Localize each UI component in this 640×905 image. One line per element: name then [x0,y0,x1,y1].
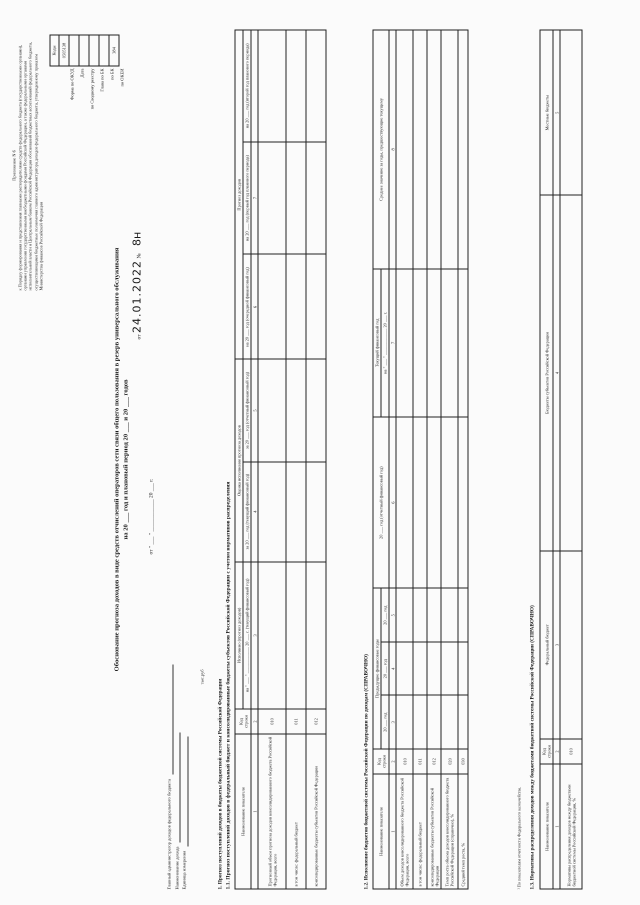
form-date-line: от " ___ " ____________ 20 ___ г. [148,478,155,555]
cell[interactable] [396,30,413,269]
th2-reported: 20 ___ год (отчетный финансовый год) [373,417,389,589]
order-date: 24.01.2022 [130,260,144,334]
row-total-label: Прогнозный объем прогноза доходов консолидированного бюджета Российской Федерации, всего [258,734,286,889]
field-name-label: Наименование дохода [174,846,180,890]
cell[interactable] [413,417,427,589]
field-unit-line [187,737,188,847]
cell[interactable] [427,696,441,750]
rotated-form-sheet [6,5,636,900]
table-execution [373,30,469,890]
table-distribution [540,30,583,890]
cell[interactable] [458,696,468,750]
appendix-reference [12,41,44,291]
row-federal-code: 011 [286,709,306,734]
code-label-okei: по ОКЕИ [119,68,125,87]
code-label-bk: по БК [109,68,115,80]
colnum3-1: 1 [553,764,560,889]
th-executed: Исполнено (прогноз доходов) [235,562,243,709]
row3-norm-code: 010 [560,739,582,764]
colnum3-3: 3 [553,551,560,739]
colnum-3: 3 [251,562,258,709]
code-label-chapter: Глава по БК [99,68,105,92]
cell[interactable] [286,142,306,255]
order-date-line [132,140,145,340]
colnum3-5: 5 [553,30,560,195]
th-estimate-reported: за 20 ___ год (отчетный финансовый год) [243,359,251,461]
th2-name: Наименование показателя [373,774,389,889]
cell[interactable] [427,30,441,269]
row2-growth-code: 020 [441,749,458,774]
row-regional-label: консолидированные бюджеты субъектов Российской Федерации [306,734,326,889]
code-value-okud: 0505138 [59,35,69,66]
th-estimate: Оценка исполнения прогноза доходов [235,359,243,561]
cell[interactable] [458,30,468,269]
cell[interactable] [396,589,413,643]
field-unit-label: Единица измерения [181,850,187,890]
number-prefix: № [136,253,143,259]
colnum2-3: 3 [389,696,396,750]
colnum-4: 4 [251,462,258,562]
cell[interactable] [286,359,306,461]
th2-y1: 20 ___ год [381,696,389,750]
cell[interactable] [560,551,582,739]
th-forecast-3: на 20 ___ год (второй год планового периода) [243,30,251,142]
codes-labels [68,69,129,139]
th-forecast: Прогноз доходов [235,30,243,359]
row2-total-label: Объем доходов консолидированного бюджета Российской Федерации, всего [396,774,413,889]
cell[interactable] [441,696,458,750]
colnum-extra [251,30,258,142]
cell[interactable] [396,696,413,750]
code-label-okud: Форма по ОКУД [69,68,75,101]
cell[interactable] [258,255,286,360]
cell[interactable] [441,589,458,643]
th2-prev: Предыдущие финансовые годы [373,589,381,750]
cell[interactable] [286,30,306,142]
colnum2-2: 2 [389,749,396,774]
th3-regional: Бюджеты субъектов Российской Федерации [540,195,553,550]
cell[interactable] [306,30,326,142]
appendix-text: к Порядку формирования и представления главными распорядителями средств федерального бюджета (государственными органами), органами управления государственными внебюджетными фондами Российской Федерации, а также федеральными органами исполнительной власти и Центральным банком Российской Федерации обоснований бюджетных ассигнований федерального бюджета, осуществляющими бюджетные полномочия главного администратора доходов федерального бюджета, утвержденному приказом Министерства финансов Российской Федерации [17,42,44,291]
th-forecast-2: на 20 ___ год (первый год планового периода) [243,142,251,255]
cell[interactable] [560,195,582,550]
cell[interactable] [413,269,427,417]
th-name: Наименование показателя [235,734,251,889]
colnum-5: 5 [251,359,258,461]
cell[interactable] [396,642,413,696]
cell[interactable] [427,269,441,417]
field-admin [166,630,174,890]
cell[interactable] [306,359,326,461]
cell[interactable] [441,30,458,269]
row2-avg-code: 030 [458,749,468,774]
colnum-6: 6 [251,255,258,360]
field-name [173,630,181,890]
title-line-1: Обоснование прогноза доходов в виде средств отчислений операторов сети связи общего пользования в резерв универсального обслуживания [113,247,121,672]
cell[interactable] [413,696,427,750]
cell[interactable] [258,462,286,562]
cell[interactable] [413,642,427,696]
field-unit [181,630,189,890]
table-forecast [235,30,327,890]
th-executed-period: на " ___ " ____________ 20 ___ г. (текущий финансовый год) [243,562,251,709]
th2-current: Текущий финансовый год [373,269,381,417]
row-regional-code: 012 [306,709,326,734]
cell[interactable] [258,30,286,142]
cell[interactable] [396,269,413,417]
section-1-1-title: 1.1. Прогноз поступлений доходов в федеральный бюджет и консолидированные бюджеты субъектов Российской Федерации с учетом нормативов распределения [225,481,232,890]
codes-header: Коды [50,35,59,66]
row-total-code: 010 [258,709,286,734]
colnum2-6: 6 [389,417,396,589]
row2-regional-code: 012 [427,749,441,774]
cell[interactable] [427,642,441,696]
section-1-2-title: 1.2. Исполнение бюджетов бюджетной системы Российской Федерации по доходам (СПРАВОЧНО) [363,654,370,890]
code-label-date: Дата [79,68,85,78]
th-estimate-current: за 20 ___ год (текущий финансовый год) [243,462,251,562]
row2-avg-label: Средний темп роста, % [458,774,468,889]
header-fields [166,630,189,890]
cell[interactable] [441,642,458,696]
th-forecast-1: на 20 ___ год (очередной финансовый год) [243,255,251,360]
colnum2-7: 7 [389,269,396,417]
title-line-2: на 20 ___ год и плановый период 20 ___ и 20 ___ годов [122,379,130,540]
cell[interactable] [286,562,306,709]
cell[interactable] [258,562,286,709]
unit-value: тыс.руб [199,669,205,685]
cell[interactable] [286,462,306,562]
colnum-2: 2 [251,709,258,734]
cell[interactable] [441,269,458,417]
th2-current-period: на " ___ " ____________ 20 ___ г. [381,269,389,417]
cell[interactable] [458,642,468,696]
code-value-bk [99,35,109,66]
row2-growth-label: Темп роста объема доходов консолидированного бюджета Российской Федерации (справочно), % [441,774,458,889]
th3-federal: Федеральный бюджет [540,551,553,739]
th3-local: Местные бюджеты [540,30,553,195]
row2-regional-label: консолидированные бюджеты субъектов Российской Федерации [427,774,441,889]
cell[interactable] [396,417,413,589]
section-1-3-title: 1.3. Нормативы распределения доходов между бюджетами бюджетной системы Российской Федерации (СПРАВОЧНО) [529,605,536,890]
cell[interactable] [458,269,468,417]
cell[interactable] [286,255,306,360]
document-title [114,140,132,780]
colnum-1: 1 [251,734,258,889]
row3-norm-label: Нормативы распределения доходов между бюджетами бюджетной системы Российской Федерации, % [560,764,582,889]
colnum2-8: 8 [389,30,396,269]
th2-y2: 20 ___ год [381,642,389,696]
order-number: 8н [130,231,144,247]
codes-table [50,35,120,67]
th2-y3: 20 ___ год [381,589,389,643]
cell[interactable] [560,30,582,195]
cell[interactable] [306,562,326,709]
cell[interactable] [306,255,326,360]
code-value-okei: 384 [109,35,119,66]
th-code: Код строки [235,709,251,734]
cell[interactable] [441,417,458,589]
cell[interactable] [427,589,441,643]
cell[interactable] [458,417,468,589]
cell[interactable] [458,589,468,643]
row2-federal-code: 011 [413,749,427,774]
date-prefix: от [136,334,143,340]
code-label-registry: по Сводному реестру [89,68,95,110]
cell[interactable] [427,417,441,589]
row-federal-label: в том числе: федеральный бюджет [286,734,306,889]
th2-code: Код строки [373,749,389,774]
cell[interactable] [413,30,427,269]
colnum2-1: 1 [389,774,396,889]
colnum3-4: 4 [553,195,560,550]
cell[interactable] [306,142,326,255]
appendix-number: Приложение N 6 [11,150,17,181]
cell[interactable] [258,359,286,461]
colnum2-4: 4 [389,642,396,696]
row2-total-code: 010 [396,749,413,774]
row2-federal-label: в том числе: федеральный бюджет [413,774,427,889]
th2-avg: Среднее значение за годы, предшествующие текущему [373,30,389,269]
colnum2-5: 5 [389,589,396,643]
cell[interactable] [306,462,326,562]
section-1-title: 1. Прогноз поступлений доходов в бюджеты бюджетной системы Российской Федерации [217,678,224,890]
footnote: ¹ По показателям отчетности Федерального казначейства. [516,786,522,890]
colnum-7: 7 [251,142,258,255]
cell[interactable] [258,142,286,255]
colnum3-2: 2 [553,739,560,764]
code-value-chapter [89,35,99,66]
code-value-registry [79,35,89,66]
th3-code: Код строки [540,739,553,764]
th3-name: Наименование показателя [540,764,553,889]
code-value-date [69,35,79,66]
cell[interactable] [413,589,427,643]
field-admin-label: Главный администратор доходов федерального бюджета [166,778,172,890]
